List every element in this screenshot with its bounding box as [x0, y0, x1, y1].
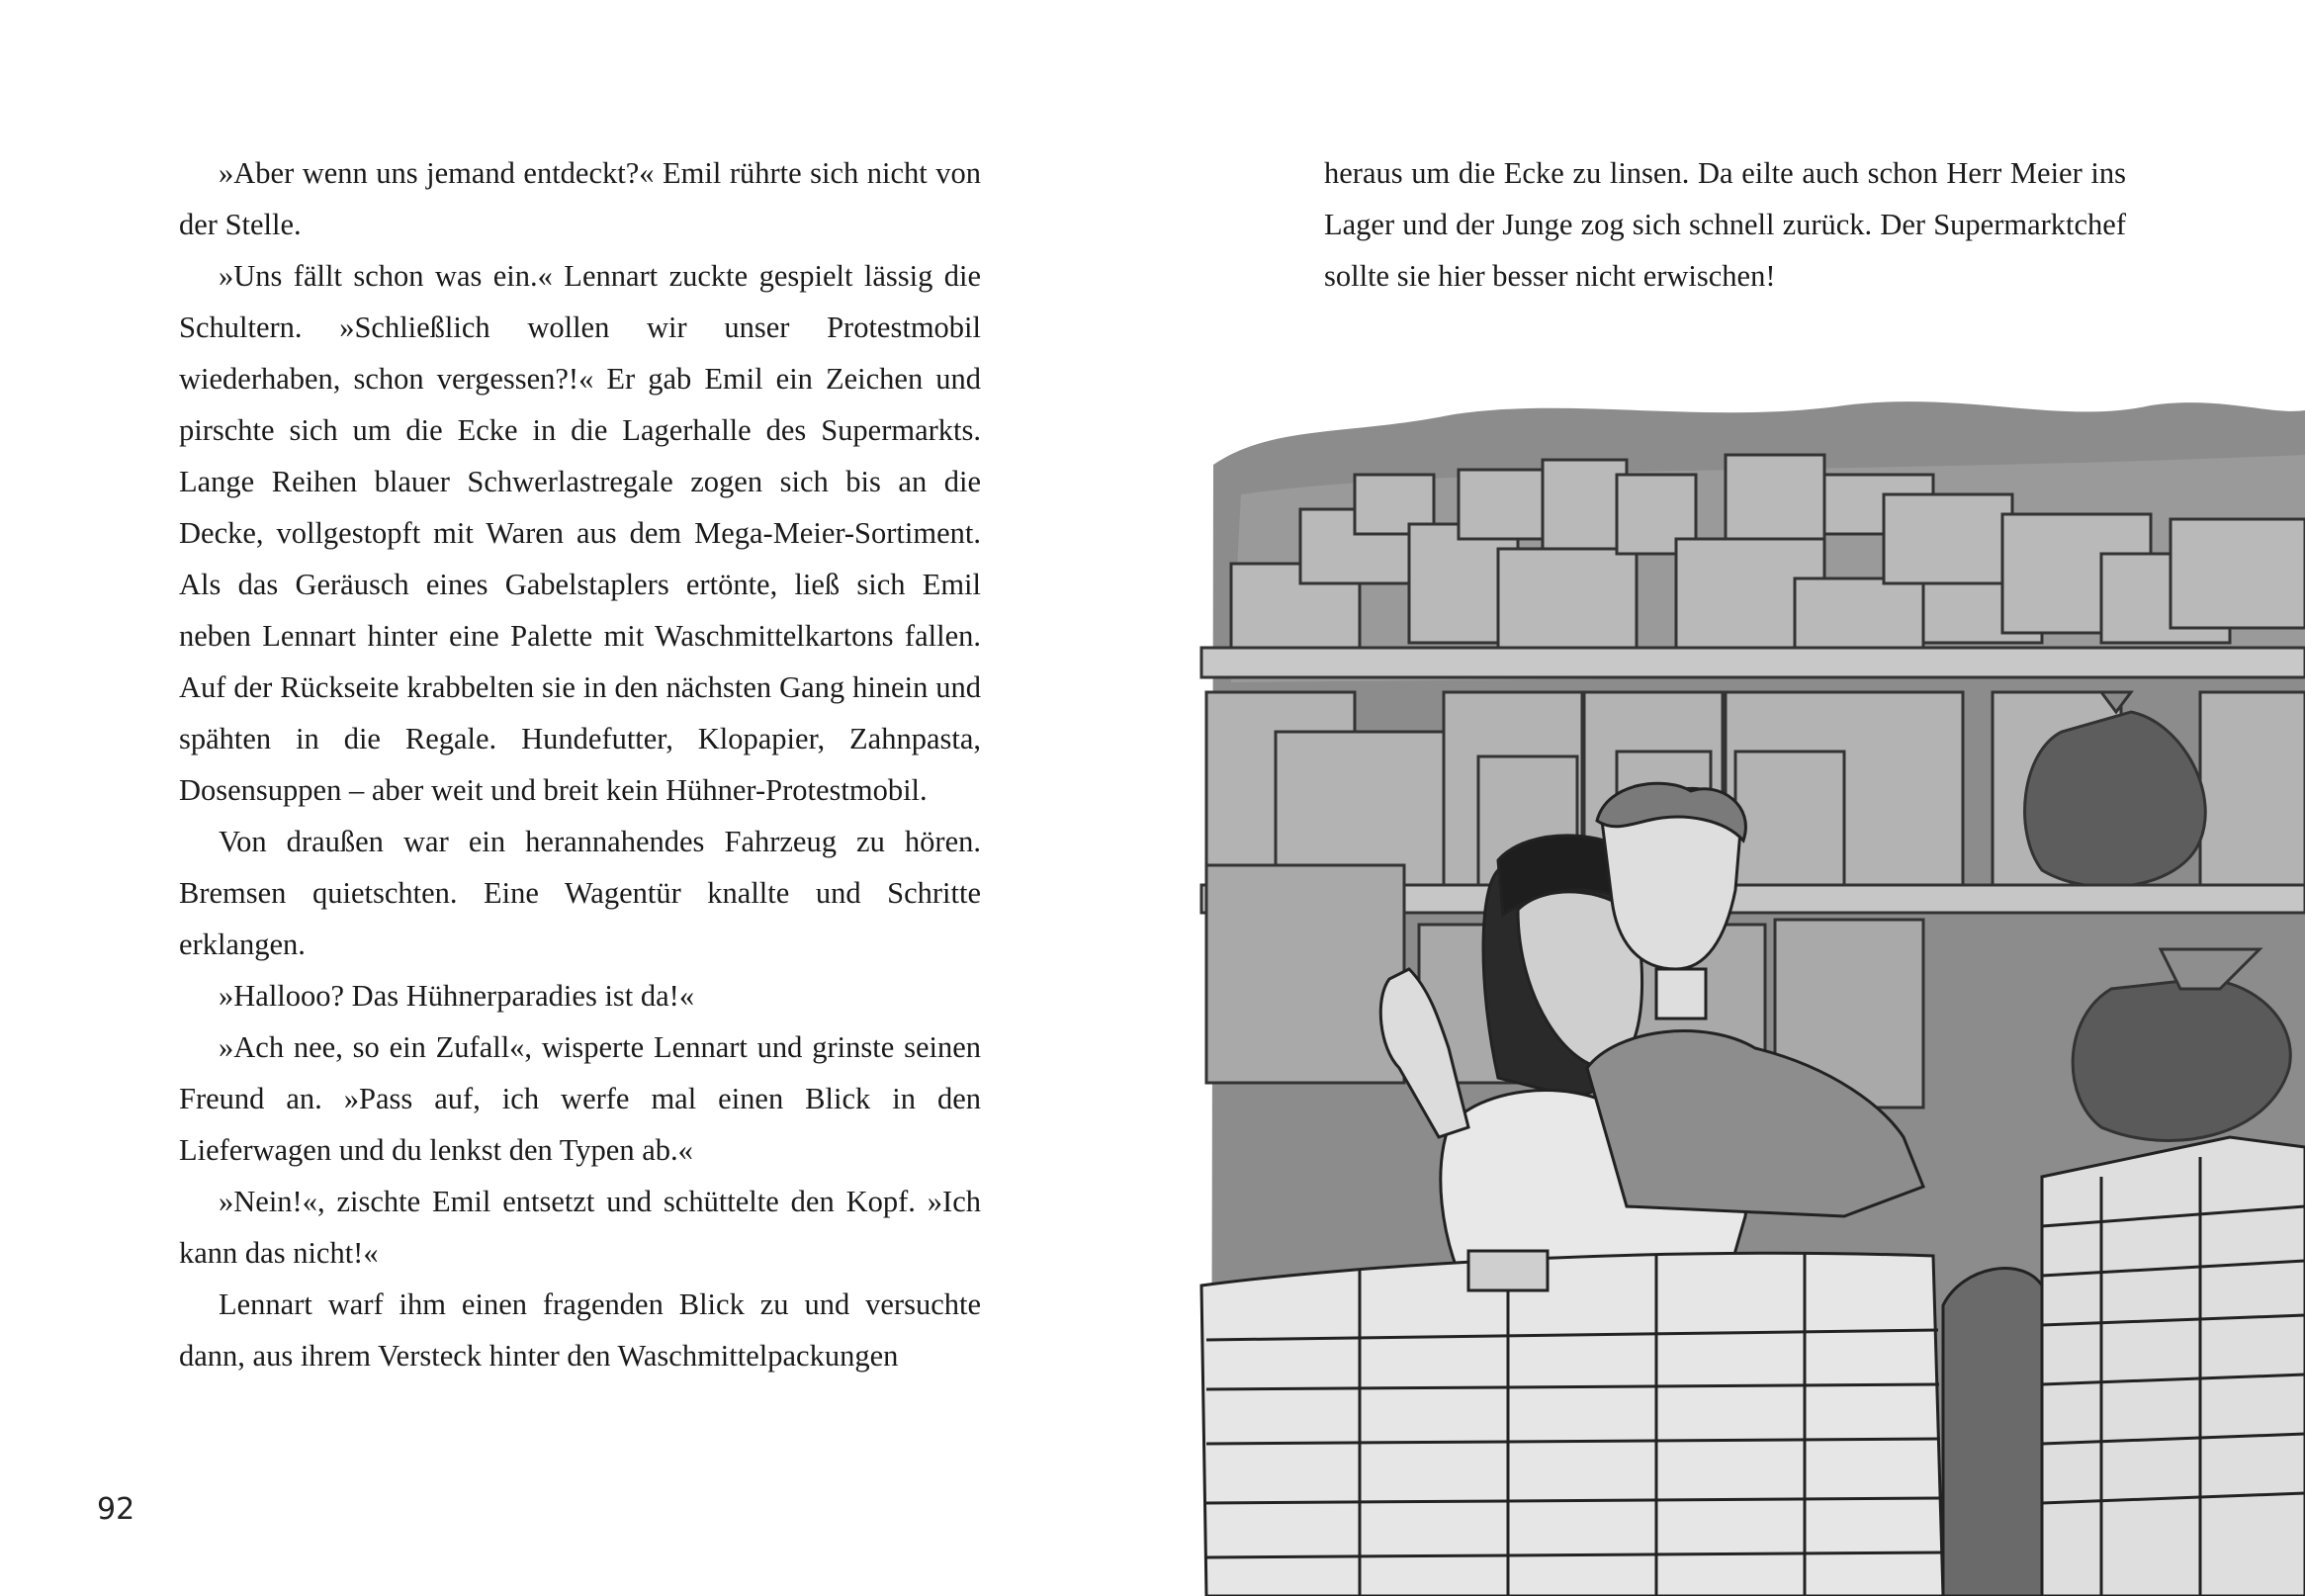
shadow-bush	[1943, 1269, 2042, 1596]
paragraph: heraus um die Ecke zu linsen. Da eilte auch schon Herr Meier ins Lager und der Junge zog sich schnell zurück. Der Supermarktchef sollte sie hier besser nicht erwischen!	[1324, 156, 2126, 293]
paragraph: Von draußen war ein herannahendes Fahrzeug zu hören. Bremsen quietschten. Eine Wagentür knallte und Schritte erklangen.	[179, 825, 981, 961]
left-page	[0, 0, 1152, 1596]
paragraph: »Aber wenn uns jemand entdeckt?« Emil rührte sich nicht von der Stelle.	[179, 156, 981, 241]
paragraph: Lennart warf ihm einen fragenden Blick zu und versuchte dann, aus ihrem Versteck hinter den Waschmittelpackungen	[179, 1287, 981, 1373]
paragraph: »Uns fällt schon was ein.« Lennart zuckte gespielt lässig die Schultern. »Schließlich wollen wir unser Protestmobil wiederhaben, schon vergessen?!« Er gab Emil ein Zeichen und pirschte sich um die Ecke in die Lagerhalle des Supermarkts. Lange Reihen blauer Schwerlastregale zogen sich bis an die Decke, vollgestopft mit Waren aus dem Mega-Meier-Sortiment. Als das Geräusch eines Gabelstaplers ertönte, ließ sich Emil neben Lennart hinter eine Palette mit Waschmittelkartons fallen. Auf der Rückseite krabbelten sie in den nächsten Gang hinein und spähten in die Regale. Hundefutter, Klopapier, Zahnpasta, Dosensuppen – aber weit und breit kein Hühner-Protestmobil.	[179, 259, 981, 807]
front-box-stack	[2042, 1137, 2305, 1596]
warehouse-illustration	[1152, 0, 2305, 1596]
paragraph: »Nein!«, zischte Emil entsetzt und schüttelte den Kopf. »Ich kann das nicht!«	[179, 1185, 981, 1270]
right-page	[1152, 0, 2305, 1596]
left-text-column	[179, 147, 981, 1381]
paragraph: »Ach nee, so ein Zufall«, wisperte Lennart und grinste seinen Freund an. »Pass auf, ich werfe mal einen Blick in den Lieferwagen und du lenkst den Typen ab.«	[179, 1030, 981, 1167]
paragraph: »Hallooo? Das Hühnerparadies ist da!«	[219, 979, 695, 1013]
front-box-stack	[1201, 1251, 1943, 1596]
page-number: 92	[97, 1492, 135, 1527]
shelf-plank	[1201, 648, 2305, 677]
